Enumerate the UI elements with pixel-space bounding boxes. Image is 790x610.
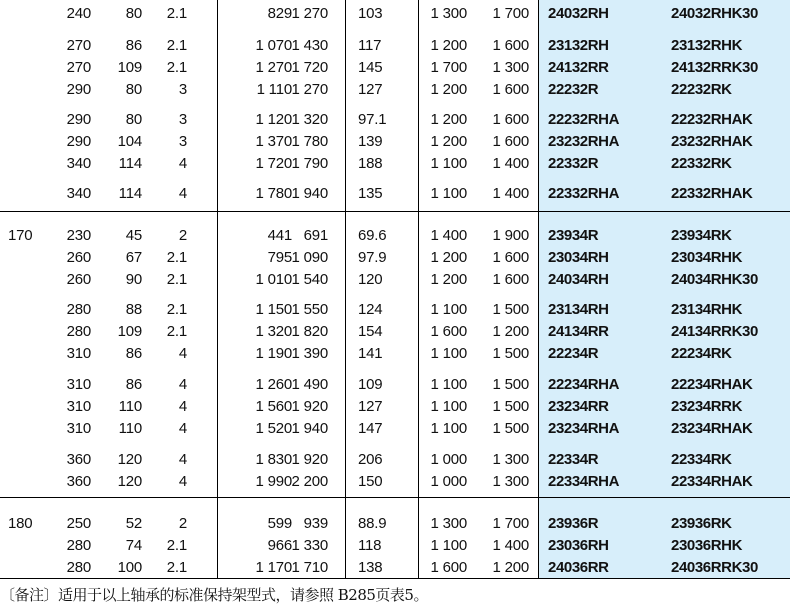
outer-diameter: 250	[66, 515, 91, 532]
outer-diameter: 230	[66, 227, 91, 244]
bearing-no-tapered: 23936RK	[671, 515, 732, 532]
oil-speed: 1 600	[492, 81, 529, 98]
oil-speed: 1 600	[492, 111, 529, 128]
static-load: 1 710	[291, 559, 328, 576]
chamfer-min: 2.1	[166, 5, 187, 22]
fatigue-load: 118	[358, 537, 382, 554]
grease-speed: 1 100	[430, 398, 467, 415]
outer-diameter: 360	[66, 473, 91, 490]
outer-diameter: 280	[66, 323, 91, 340]
divider-after-fatigue-load	[418, 0, 419, 578]
dynamic-load: 1 190	[255, 345, 292, 362]
chamfer-min: 4	[178, 473, 187, 490]
bearing-no-tapered: 23232RHAK	[671, 133, 753, 150]
group-divider-170	[0, 211, 790, 212]
width: 114	[118, 185, 142, 202]
dynamic-load: 1 370	[255, 133, 292, 150]
fatigue-load: 206	[358, 451, 383, 468]
static-load: 691	[303, 227, 328, 244]
outer-diameter: 310	[66, 420, 91, 437]
grease-speed: 1 600	[430, 323, 467, 340]
width: 86	[125, 37, 142, 54]
static-load: 1 920	[291, 398, 328, 415]
width: 45	[125, 227, 142, 244]
chamfer-min: 4	[178, 451, 187, 468]
width: 109	[117, 323, 142, 340]
width: 104	[117, 133, 142, 150]
grease-speed: 1 200	[430, 37, 467, 54]
outer-diameter: 340	[66, 155, 91, 172]
bearing-no-tapered: 24134RRK30	[671, 323, 758, 340]
dynamic-load: 1 320	[255, 323, 292, 340]
width: 67	[125, 249, 142, 266]
bearing-no-tapered: 22232RK	[671, 81, 732, 98]
divider-after-load-ratings	[345, 0, 346, 578]
chamfer-min: 4	[178, 398, 187, 415]
footnote: 〔备注〕适用于以上轴承的标准保持架型式，请参照 B285页表5。	[0, 586, 428, 604]
grease-speed: 1 100	[430, 420, 467, 437]
grease-speed: 1 200	[430, 81, 467, 98]
divider-after-speeds	[538, 0, 539, 578]
width: 114	[118, 155, 142, 172]
width: 80	[125, 81, 142, 98]
static-load: 1 270	[291, 81, 328, 98]
oil-speed: 1 600	[492, 271, 529, 288]
chamfer-min: 4	[178, 185, 187, 202]
grease-speed: 1 300	[430, 515, 467, 532]
grease-speed: 1 200	[430, 111, 467, 128]
static-load: 1 490	[291, 376, 328, 393]
outer-diameter: 290	[66, 81, 91, 98]
static-load: 1 920	[291, 451, 328, 468]
bearing-no-tapered: 24034RHK30	[671, 271, 758, 288]
chamfer-min: 2.1	[166, 59, 187, 76]
static-load: 1 550	[291, 301, 328, 318]
bearing-no-cylindrical: 23034RH	[548, 249, 609, 266]
bearing-no-cylindrical: 24034RH	[548, 271, 609, 288]
outer-diameter: 260	[66, 271, 91, 288]
static-load: 2 200	[291, 473, 328, 490]
bearing-no-tapered: 24132RRK30	[671, 59, 758, 76]
oil-speed: 1 500	[492, 345, 529, 362]
fatigue-load: 188	[358, 155, 383, 172]
width: 90	[125, 271, 142, 288]
width: 88	[125, 301, 142, 318]
dynamic-load: 1 270	[255, 59, 292, 76]
dynamic-load: 1 830	[255, 451, 292, 468]
chamfer-min: 3	[178, 111, 187, 128]
static-load: 1 390	[291, 345, 328, 362]
outer-diameter: 270	[66, 59, 91, 76]
fatigue-load: 109	[358, 376, 383, 393]
dynamic-load: 966	[267, 537, 292, 554]
chamfer-min: 2.1	[166, 271, 187, 288]
dynamic-load: 1 990	[255, 473, 292, 490]
width: 120	[117, 473, 142, 490]
grease-speed: 1 100	[430, 537, 467, 554]
width: 80	[125, 111, 142, 128]
outer-diameter: 280	[66, 559, 91, 576]
dynamic-load: 441	[267, 227, 292, 244]
outer-diameter: 280	[66, 301, 91, 318]
fatigue-load: 154	[358, 323, 383, 340]
fatigue-load: 145	[358, 59, 383, 76]
bearing-no-tapered: 22232RHAK	[671, 111, 753, 128]
chamfer-min: 2	[178, 515, 187, 532]
chamfer-min: 2.1	[166, 559, 187, 576]
bearing-no-cylindrical: 22232R	[548, 81, 599, 98]
static-load: 1 790	[291, 155, 328, 172]
chamfer-min: 2.1	[166, 37, 187, 54]
fatigue-load: 103	[358, 5, 383, 22]
grease-speed: 1 400	[430, 227, 467, 244]
oil-speed: 1 600	[492, 37, 529, 54]
chamfer-min: 4	[178, 345, 187, 362]
fatigue-load: 88.9	[358, 515, 387, 532]
bearing-no-tapered: 22332RK	[671, 155, 732, 172]
outer-diameter: 290	[66, 133, 91, 150]
grease-speed: 1 300	[430, 5, 467, 22]
fatigue-load: 120	[358, 271, 383, 288]
chamfer-min: 2.1	[166, 323, 187, 340]
fatigue-load: 150	[358, 473, 383, 490]
bore-diameter: 180	[8, 515, 33, 532]
oil-speed: 1 500	[492, 420, 529, 437]
fatigue-load: 117	[358, 37, 382, 54]
static-load: 1 330	[291, 537, 328, 554]
grease-speed: 1 700	[430, 59, 467, 76]
grease-speed: 1 100	[430, 376, 467, 393]
bearing-no-tapered: 22334RHAK	[671, 473, 753, 490]
bearing-no-tapered: 24032RHK30	[671, 5, 758, 22]
chamfer-min: 4	[178, 155, 187, 172]
grease-speed: 1 100	[430, 185, 467, 202]
chamfer-min: 2.1	[166, 249, 187, 266]
grease-speed: 1 100	[430, 155, 467, 172]
oil-speed: 1 200	[492, 559, 529, 576]
fatigue-load: 127	[358, 81, 383, 98]
static-load: 1 780	[291, 133, 328, 150]
fatigue-load: 141	[358, 345, 383, 362]
width: 74	[125, 537, 142, 554]
divider-after-dimensions	[217, 0, 218, 578]
fatigue-load: 135	[358, 185, 383, 202]
bearing-no-tapered: 24036RRK30	[671, 559, 758, 576]
oil-speed: 1 900	[492, 227, 529, 244]
bearing-no-cylindrical: 23936R	[548, 515, 599, 532]
fatigue-load: 138	[358, 559, 383, 576]
bearing-no-cylindrical: 24036RR	[548, 559, 609, 576]
outer-diameter: 270	[66, 37, 91, 54]
fatigue-load: 124	[358, 301, 383, 318]
dynamic-load: 1 720	[255, 155, 292, 172]
bearing-no-tapered: 23934RK	[671, 227, 732, 244]
oil-speed: 1 300	[492, 451, 529, 468]
dynamic-load: 1 520	[255, 420, 292, 437]
grease-speed: 1 000	[430, 451, 467, 468]
static-load: 1 940	[291, 185, 328, 202]
grease-speed: 1 000	[430, 473, 467, 490]
bearing-no-tapered: 23034RHK	[671, 249, 743, 266]
dynamic-load: 1 110	[256, 81, 292, 98]
fatigue-load: 97.1	[358, 111, 387, 128]
fatigue-load: 69.6	[358, 227, 387, 244]
width: 86	[125, 376, 142, 393]
width: 100	[117, 559, 142, 576]
fatigue-load: 139	[358, 133, 383, 150]
oil-speed: 1 500	[492, 376, 529, 393]
bearing-no-tapered: 23234RRK	[671, 398, 743, 415]
width: 52	[125, 515, 142, 532]
oil-speed: 1 400	[492, 185, 529, 202]
bearing-no-cylindrical: 24132RR	[548, 59, 609, 76]
bearing-no-cylindrical: 22334RHA	[548, 473, 620, 490]
dynamic-load: 1 560	[255, 398, 292, 415]
dynamic-load: 1 170	[255, 559, 292, 576]
bearing-no-cylindrical: 22334R	[548, 451, 599, 468]
chamfer-min: 2	[178, 227, 187, 244]
bearing-no-tapered: 22234RHAK	[671, 376, 753, 393]
outer-diameter: 290	[66, 111, 91, 128]
static-load: 1 090	[291, 249, 328, 266]
width: 110	[118, 420, 142, 437]
dynamic-load: 795	[267, 249, 292, 266]
bearing-no-cylindrical: 22234RHA	[548, 376, 620, 393]
static-load: 939	[303, 515, 328, 532]
bearing-no-tapered: 22334RK	[671, 451, 732, 468]
bearing-no-cylindrical: 23234RR	[548, 398, 609, 415]
bearing-no-tapered: 23234RHAK	[671, 420, 753, 437]
oil-speed: 1 300	[492, 59, 529, 76]
width: 110	[118, 398, 142, 415]
outer-diameter: 260	[66, 249, 91, 266]
width: 109	[117, 59, 142, 76]
oil-speed: 1 500	[492, 398, 529, 415]
static-load: 1 430	[291, 37, 328, 54]
fatigue-load: 97.9	[358, 249, 387, 266]
chamfer-min: 4	[178, 420, 187, 437]
bearing-no-cylindrical: 23232RHA	[548, 133, 620, 150]
oil-speed: 1 600	[492, 133, 529, 150]
table-bottom-rule	[0, 578, 790, 579]
oil-speed: 1 400	[492, 155, 529, 172]
bearing-no-cylindrical: 22234R	[548, 345, 599, 362]
grease-speed: 1 200	[430, 133, 467, 150]
oil-speed: 1 300	[492, 473, 529, 490]
chamfer-min: 2.1	[166, 537, 187, 554]
grease-speed: 1 200	[430, 249, 467, 266]
chamfer-min: 4	[178, 376, 187, 393]
bearing-no-tapered: 23132RHK	[671, 37, 743, 54]
outer-diameter: 340	[66, 185, 91, 202]
dynamic-load: 1 010	[255, 271, 292, 288]
outer-diameter: 360	[66, 451, 91, 468]
oil-speed: 1 400	[492, 537, 529, 554]
grease-speed: 1 100	[430, 301, 467, 318]
outer-diameter: 310	[66, 376, 91, 393]
bearing-no-tapered: 22332RHAK	[671, 185, 753, 202]
static-load: 1 270	[291, 5, 328, 22]
oil-speed: 1 600	[492, 249, 529, 266]
chamfer-min: 3	[178, 81, 187, 98]
static-load: 1 820	[291, 323, 328, 340]
fatigue-load: 147	[358, 420, 383, 437]
chamfer-min: 3	[178, 133, 187, 150]
oil-speed: 1 200	[492, 323, 529, 340]
outer-diameter: 310	[66, 345, 91, 362]
group-divider-180	[0, 497, 790, 498]
bearing-no-cylindrical: 23234RHA	[548, 420, 620, 437]
dynamic-load: 1 780	[255, 185, 292, 202]
bearing-no-tapered: 22234RK	[671, 345, 732, 362]
grease-speed: 1 100	[430, 345, 467, 362]
bearing-no-cylindrical: 22332R	[548, 155, 599, 172]
oil-speed: 1 500	[492, 301, 529, 318]
bearing-no-tapered: 23134RHK	[671, 301, 743, 318]
width: 120	[117, 451, 142, 468]
chamfer-min: 2.1	[166, 301, 187, 318]
bearing-no-cylindrical: 22332RHA	[548, 185, 620, 202]
outer-diameter: 240	[66, 5, 91, 22]
static-load: 1 320	[291, 111, 328, 128]
bearing-no-cylindrical: 24032RH	[548, 5, 609, 22]
bearing-no-cylindrical: 23934R	[548, 227, 599, 244]
outer-diameter: 310	[66, 398, 91, 415]
width: 86	[125, 345, 142, 362]
fatigue-load: 127	[358, 398, 383, 415]
static-load: 1 540	[291, 271, 328, 288]
bearing-no-cylindrical: 24134RR	[548, 323, 609, 340]
dynamic-load: 1 150	[255, 301, 292, 318]
bearing-no-cylindrical: 23132RH	[548, 37, 609, 54]
grease-speed: 1 600	[430, 559, 467, 576]
bearing-no-cylindrical: 23134RH	[548, 301, 609, 318]
bearing-no-cylindrical: 23036RH	[548, 537, 609, 554]
dynamic-load: 829	[267, 5, 292, 22]
oil-speed: 1 700	[492, 5, 529, 22]
bearing-no-cylindrical: 22232RHA	[548, 111, 620, 128]
grease-speed: 1 200	[430, 271, 467, 288]
static-load: 1 720	[291, 59, 328, 76]
bearing-no-tapered: 23036RHK	[671, 537, 743, 554]
dynamic-load: 599	[267, 515, 292, 532]
oil-speed: 1 700	[492, 515, 529, 532]
outer-diameter: 280	[66, 537, 91, 554]
bore-diameter: 170	[8, 227, 33, 244]
dynamic-load: 1 120	[255, 111, 292, 128]
static-load: 1 940	[291, 420, 328, 437]
dynamic-load: 1 070	[255, 37, 292, 54]
dynamic-load: 1 260	[255, 376, 292, 393]
width: 80	[125, 5, 142, 22]
